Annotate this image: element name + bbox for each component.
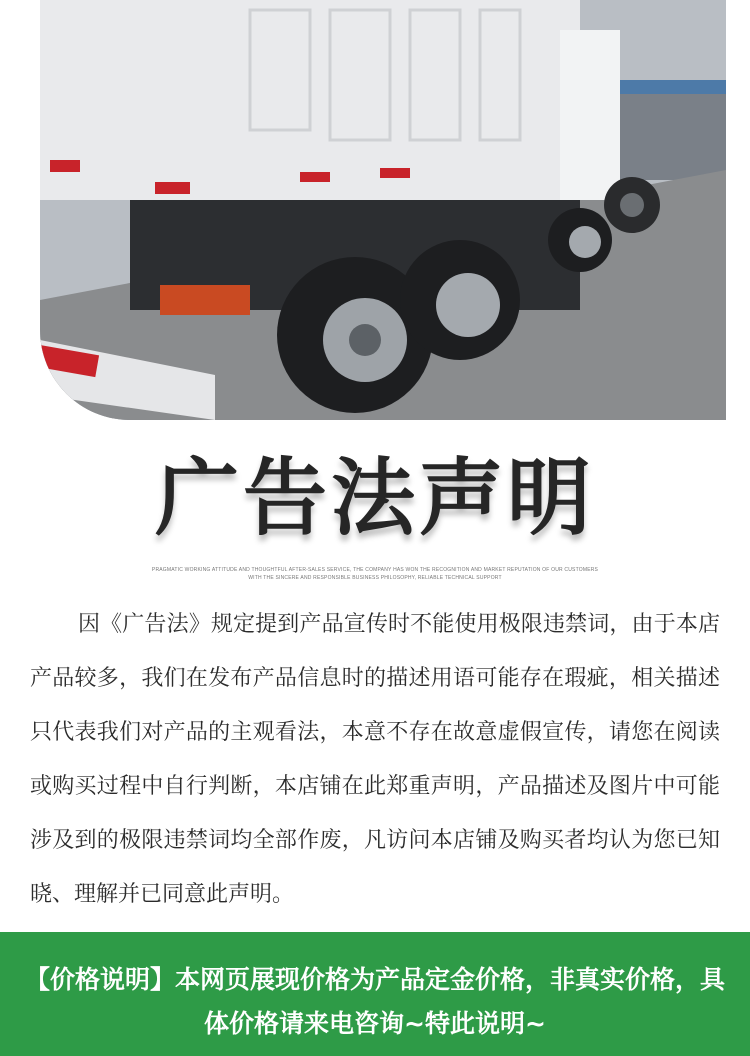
page-title: 广告法声明	[154, 449, 595, 547]
price-note: 【价格说明】本网页展现价格为产品定金价格，非真实价格，具体价格请来电咨询~特此说明~	[24, 965, 725, 1038]
statement-paragraph: 因《广告法》规定提到产品宣传时不能使用极限违禁词，由于本店产品较多，我们在发布产品信息时的描述用语可能存在瑕疵，相关描述只代表我们对产品的主观看法，本意不存在故意虚假宣传，请您在阅读或购买过程中自行判断，本店铺在此郑重声明，产品描述及图片中可能涉及到的极限违禁词均全部作废，凡访问本店铺及购买者均认为您已知晓、理解并已同意此声明。	[30, 612, 720, 907]
page-subtitle: PRAGMATIC WORKING ATTITUDE AND THOUGHTFUL AFTER-SALES SERVICE, THE COMPANY HAS WON THE RECOGNITION AND MARKET REPUTATION OF OUR CUSTOMERS WITH THE SINCERE AND RESPONSIBLE BUSINESS PHILOSOPHY, RELIABLE TECHNICAL SUPPORT	[151, 567, 599, 581]
truck-photo	[40, 0, 726, 420]
